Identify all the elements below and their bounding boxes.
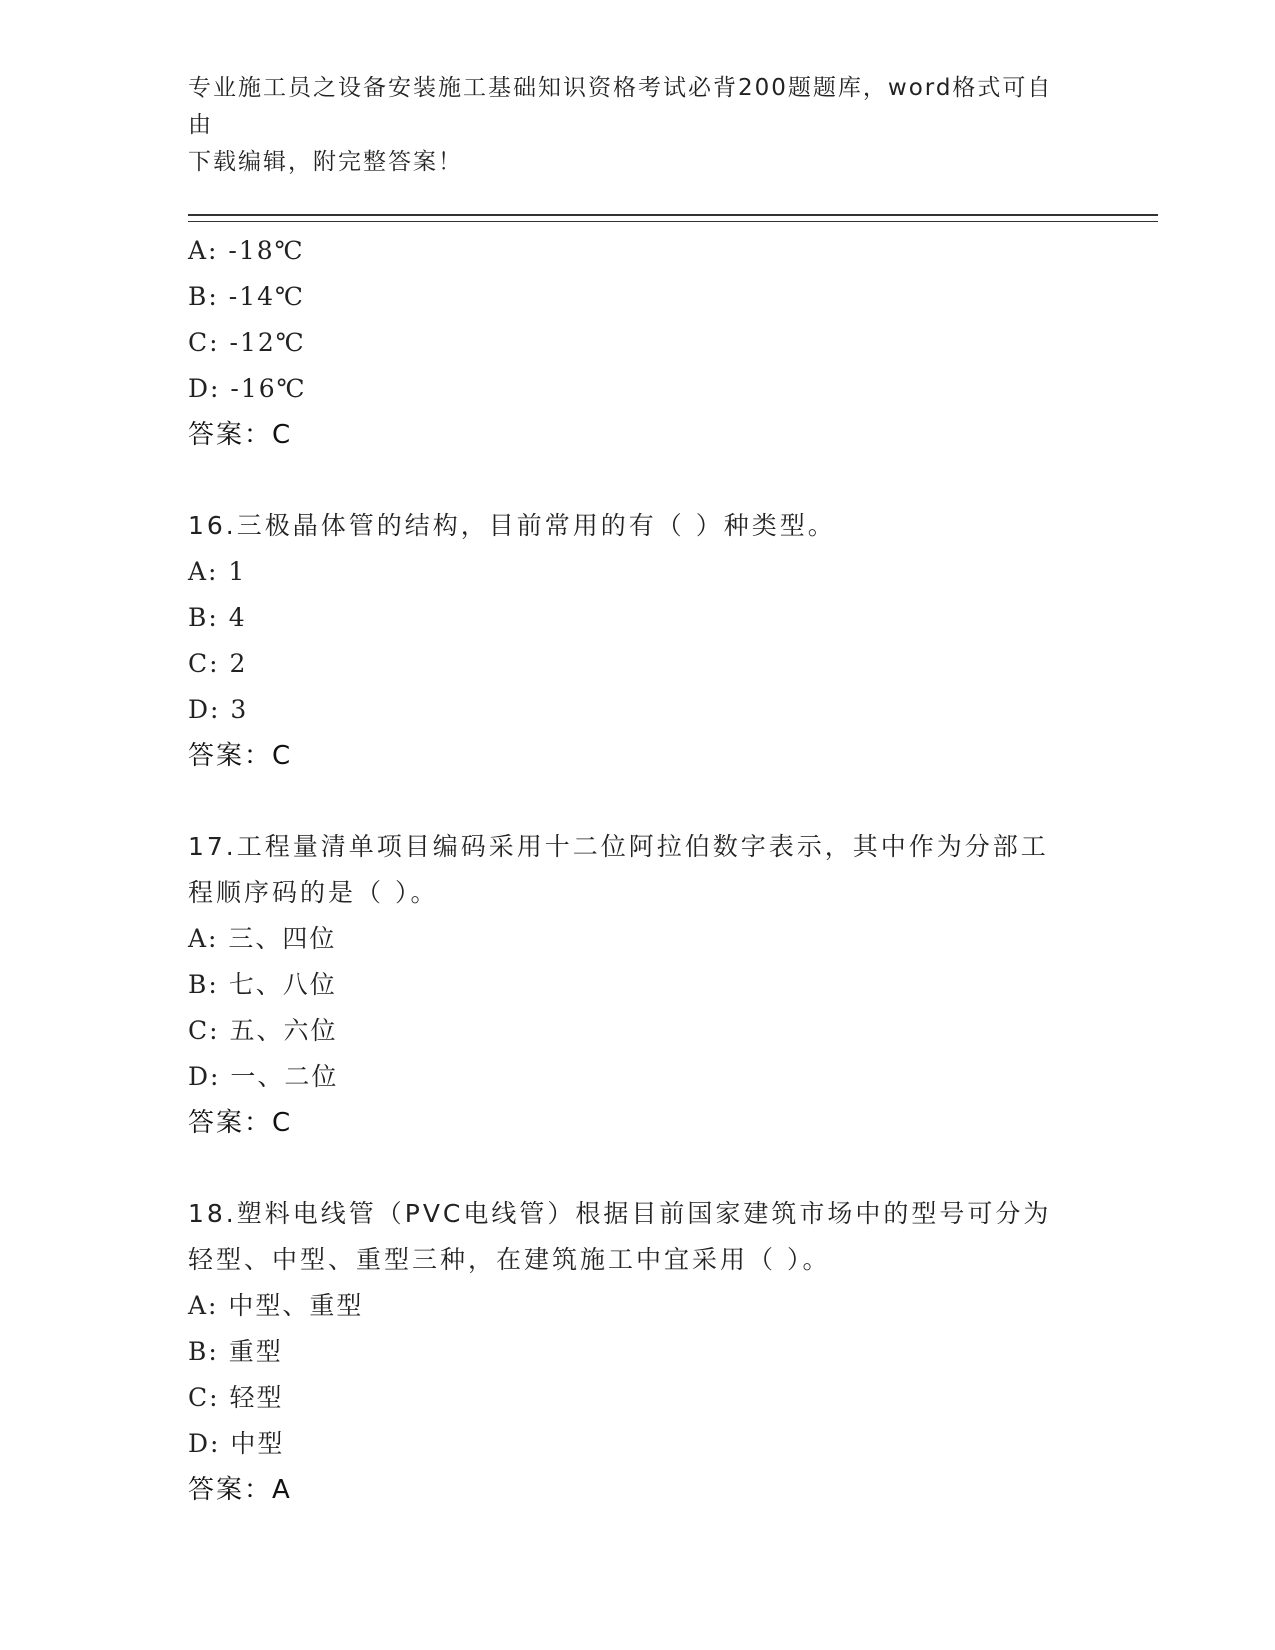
option-b: B: 七、八位 (188, 970, 337, 999)
question-stem-line2: 程顺序码的是（ ）。 (188, 878, 439, 907)
header-divider (188, 214, 1158, 222)
question-17 (188, 824, 1158, 1146)
question-16 (188, 503, 1158, 779)
option-c: C: 轻型 (188, 1383, 284, 1412)
header-title-line1: 专业施工员之设备安装施工基础知识资格考试必背200题题库，word格式可自由 (188, 75, 1053, 138)
question-stem-line2: 轻型、中型、重型三种，在建筑施工中宜采用（ ）。 (188, 1245, 831, 1274)
question-18 (188, 1191, 1158, 1513)
option-a: A: 三、四位 (188, 924, 337, 953)
question-stem-line1: 17.工程量清单项目编码采用十二位阿拉伯数字表示，其中作为分部工 (188, 832, 1049, 861)
option-a: A: -18℃ (188, 236, 305, 265)
option-a: A: 1 (188, 557, 247, 586)
question-15 (188, 228, 1158, 458)
option-d: D: 一、二位 (188, 1062, 339, 1091)
answer-line: 答案：C (188, 420, 293, 450)
document-page (188, 70, 1158, 1513)
option-c: C: 2 (188, 649, 248, 678)
answer-line: 答案：C (188, 741, 293, 771)
option-d: D: 3 (188, 695, 249, 724)
option-c: C: -12℃ (188, 328, 306, 357)
option-d: D: -16℃ (188, 374, 307, 403)
option-b: B: 4 (188, 603, 247, 632)
option-b: B: 重型 (188, 1337, 283, 1366)
option-c: C: 五、六位 (188, 1016, 338, 1045)
spacer (188, 779, 1158, 824)
header-title-line2: 下载编辑，附完整答案！ (188, 149, 463, 175)
answer-line: 答案：A (188, 1475, 292, 1505)
spacer (188, 1146, 1158, 1191)
answer-line: 答案：C (188, 1108, 293, 1138)
option-b: B: -14℃ (188, 282, 305, 311)
spacer (188, 458, 1158, 503)
question-stem-line1: 18.塑料电线管（PVC电线管）根据目前国家建筑市场中的型号可分为 (188, 1199, 1052, 1228)
option-a: A: 中型、重型 (188, 1291, 364, 1320)
document-header (188, 70, 1068, 181)
option-d: D: 中型 (188, 1429, 285, 1458)
question-stem: 16.三极晶体管的结构，目前常用的有（ ）种类型。 (188, 511, 836, 540)
